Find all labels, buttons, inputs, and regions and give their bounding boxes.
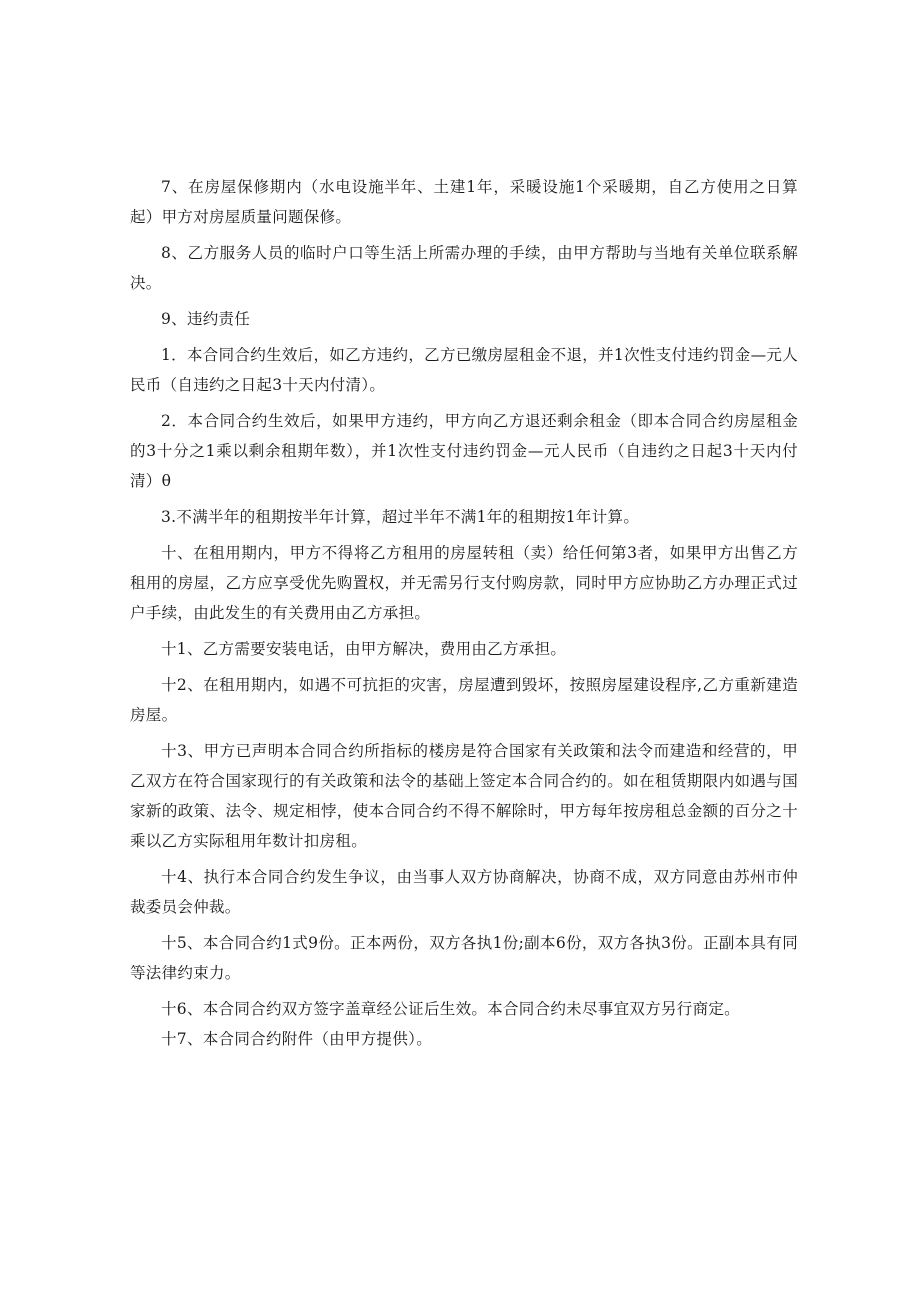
clause-12: 十2、在租用期内，如遇不可抗拒的灾害，房屋遭到毁坏，按照房屋建设程序,乙方重新建造房屋。	[130, 676, 798, 724]
clause-14: 十4、执行本合同合约发生争议，由当事人双方协商解决，协商不成，双方同意由苏州市仲裁委员会仲裁。	[130, 868, 798, 916]
clause-13: 十3、甲方已声明本合同合约所指标的楼房是符合国家有关政策和法令而建造和经营的，甲乙双方在符合国家现行的有关政策和法令的基础上签定本合同合约的。如在租赁期限内如遇与国家新的政策、法令、规定相悖，使本合同合约不得不解除时，甲方每年按房租总金额的百分之十乘以乙方实际租用年数计扣房租。	[130, 742, 798, 850]
clause-11: 十1、乙方需要安装电话，由甲方解决，费用由乙方承担。	[161, 640, 567, 658]
clause-15: 十5、本合同合约1式9份。正本两份，双方各执1份;副本6份，双方各执3份。正副本具有同等法律约束力。	[130, 934, 798, 982]
clause-17: 十7、本合同合约附件（由甲方提供）。	[161, 1030, 433, 1048]
clause-10: 十、在租用期内，甲方不得将乙方租用的房屋转租（卖）给任何第3者，如果甲方出售乙方租用的房屋，乙方应享受优先购置权，并无需另行支付购房款，同时甲方应协助乙方办理正式过户手续，由此发生的有关费用由乙方承担。	[130, 544, 798, 622]
clause-7: 7、在房屋保修期内（水电设施半年、土建1年，采暖设施1个采暖期，自乙方使用之日算起）甲方对房屋质量问题保修。	[130, 178, 798, 226]
clause-9-item-1: 1．本合同合约生效后，如乙方违约，乙方已缴房屋租金不退，并1次性支付违约罚金—元人民币（自违约之日起3十天内付清）。	[130, 346, 798, 394]
clause-9-heading: 9、违约责任	[161, 310, 251, 328]
clause-9-item-2: 2．本合同合约生效后，如果甲方违约，甲方向乙方退还剩余租金（即本合同合约房屋租金的3十分之1乘以剩余租期年数），并1次性支付违约罚金—元人民币（自违约之日起3十天内付清）θ	[130, 412, 798, 490]
clause-9-item-3: 3.不满半年的租期按半年计算，超过半年不满1年的租期按1年计算。	[161, 508, 640, 526]
document-body	[130, 172, 798, 1054]
clause-16: 十6、本合同合约双方签字盖章经公证后生效。本合同合约未尽事宜双方另行商定。	[161, 1000, 740, 1018]
clause-8: 8、乙方服务人员的临时户口等生活上所需办理的手续，由甲方帮助与当地有关单位联系解决。	[130, 244, 798, 292]
